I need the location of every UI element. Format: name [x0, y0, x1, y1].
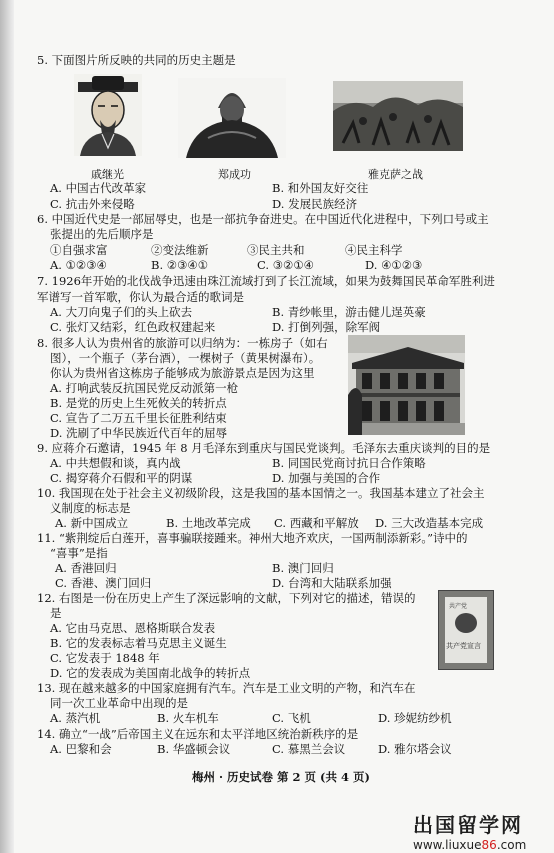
q8-stem-line2: 图），一个瓶子（茅台酒），一棵树子（黄果树瀑布）。 — [50, 351, 321, 365]
watermark-url-num: 86 — [481, 838, 497, 852]
q14-option-d[interactable]: D. 雅尔塔会议 — [378, 742, 452, 756]
q8-option-d[interactable]: D. 洗刷了中华民族近代百年的屈辱 — [50, 426, 228, 440]
q12-stem-line1: 12. 右图是一份在历史上产生了深远影响的文献，下列对它的描述，错误的 — [37, 591, 416, 605]
q13-option-d[interactable]: D. 珍妮纺纱机 — [378, 711, 452, 725]
q5-option-d[interactable]: D. 发展民族经济 — [272, 197, 358, 211]
q10-option-d[interactable]: D. 三大改造基本完成 — [375, 516, 484, 530]
q8-stem-line3: 你认为贵州省这栋房子能够成为旅游景点是因为这里 — [50, 366, 315, 380]
q11-option-b[interactable]: B. 澳门回归 — [272, 561, 334, 575]
q13-stem-line1: 13. 现在越来越多的中国家庭拥有汽车。汽车是工业文明的产物，和汽车在 — [37, 681, 416, 695]
site-watermark — [413, 809, 526, 852]
caption-qi-jiguang: 戚继光 — [91, 168, 124, 181]
q7-option-b[interactable]: B. 青纱帐里，游击健儿逞英豪 — [272, 305, 426, 319]
q5-option-b[interactable]: B. 和外国友好交往 — [272, 181, 369, 195]
q9-option-b[interactable]: B. 同国民党商讨抗日合作策略 — [272, 456, 426, 470]
scan-edge-shadow — [0, 0, 14, 853]
battle-yaksa-painting-icon — [333, 81, 463, 151]
q7-stem-line2: 军谱写一首军歌，你认为最合适的歌词是 — [37, 290, 244, 304]
q9-stem: 9. 应蒋介石邀请，1945 年 8 月毛泽东到重庆与国民党谈判。毛泽东去重庆谈判的目的是 — [37, 441, 491, 455]
q13-option-a[interactable]: A. 蒸汽机 — [50, 711, 101, 725]
q5-option-c[interactable]: C. 抗击外来侵略 — [50, 197, 135, 211]
q6-stem-line2: 张提出的先后顺序是 — [50, 227, 154, 241]
q10-option-c[interactable]: C. 西藏和平解放 — [274, 516, 359, 530]
q6-option-d[interactable]: D. ④①②③ — [365, 258, 423, 272]
q9-option-d[interactable]: D. 加强与美国的合作 — [272, 471, 381, 485]
q12-option-a[interactable]: A. 它由马克思、恩格斯联合发表 — [50, 621, 216, 635]
q14-stem: 14. 确立“一战”后帝国主义在远东和太平洋地区统治新秩序的是 — [37, 727, 359, 741]
q5-stem: 5. 下面图片所反映的共同的历史主题是 — [37, 53, 236, 67]
book-title-text: 共产党宣言 — [446, 642, 481, 650]
statue-zheng-chenggong-icon — [178, 78, 286, 158]
q10-stem-line2: 义制度的标志是 — [50, 501, 131, 515]
q11-stem-line1: 11. “紫荆绽后白莲开，喜事骗联接踵来。神州大地齐欢庆，一国两制添新彩。”诗中的 — [37, 531, 468, 545]
q6-item-2: ②变法维新 — [151, 243, 209, 257]
q6-item-3: ③民主共和 — [247, 243, 305, 257]
caption-yaksa-battle: 雅克萨之战 — [368, 168, 423, 181]
watermark-url[interactable] — [413, 838, 526, 852]
q14-option-b[interactable]: B. 华盛顿会议 — [157, 742, 231, 756]
watermark-url-post: .com — [496, 838, 527, 852]
q12-option-b[interactable]: B. 它的发表标志着马克思主义诞生 — [50, 636, 227, 650]
q13-option-b[interactable]: B. 火车机车 — [157, 711, 219, 725]
q11-option-c[interactable]: C. 香港、澳门回归 — [55, 576, 152, 590]
q6-option-c[interactable]: C. ③②①④ — [257, 258, 314, 272]
q12-stem-line2: 是 — [50, 606, 62, 620]
q8-option-a[interactable]: A. 打响武装反抗国民党反动派第一枪 — [50, 381, 239, 395]
watermark-title: 出国留学网 — [413, 813, 523, 837]
q10-option-a[interactable]: A. 新中国成立 — [55, 516, 129, 530]
q11-stem-line2: “喜事”是指 — [50, 546, 108, 560]
q9-option-c[interactable]: C. 揭穿蒋介石假和平的阴谋 — [50, 471, 193, 485]
q14-option-c[interactable]: C. 慕黑兰会议 — [272, 742, 346, 756]
q12-option-d[interactable]: D. 它的发表成为美国南北战争的转折点 — [50, 666, 251, 680]
q8-option-c[interactable]: C. 宣告了二万五千里长征胜利结束 — [50, 411, 227, 425]
q14-option-a[interactable]: A. 巴黎和会 — [50, 742, 112, 756]
q7-stem-line1: 7. 1926年开始的北伐战争迅速由珠江流域打到了长江流域，如果为鼓舞国民革命军胜利进 — [37, 274, 495, 288]
q13-option-c[interactable]: C. 飞机 — [272, 711, 311, 725]
caption-zheng-chenggong: 郑成功 — [218, 168, 251, 181]
book-emblem-icon — [455, 613, 477, 633]
q10-option-b[interactable]: B. 土地改革完成 — [166, 516, 251, 530]
q5-option-a[interactable]: A. 中国古代改革家 — [50, 181, 147, 195]
q13-stem-line2: 同一次工业革命中出现的是 — [50, 696, 188, 710]
q7-option-d[interactable]: D. 打倒列强，除军阀 — [272, 320, 381, 334]
q6-item-4: ④民主科学 — [345, 243, 403, 257]
q8-stem-line1: 8. 很多人认为贵州省的旅游可以归纳为：一栋房子（如右 — [37, 336, 328, 350]
watermark-url-pre: www.liuxue — [413, 838, 482, 852]
q6-stem-line1: 6. 中国近代史是一部屈辱史，也是一部抗争奋进史。在中国近代化进程中，下列口号或主 — [37, 212, 489, 226]
q11-option-d[interactable]: D. 台湾和大陆联系加强 — [272, 576, 392, 590]
q11-option-a[interactable]: A. 香港回归 — [55, 561, 117, 575]
book-top-text: 共产党 — [449, 603, 468, 610]
communist-manifesto-book-cover-icon — [438, 590, 494, 670]
q6-option-a[interactable]: A. ①②③④ — [50, 258, 107, 272]
q10-stem-line1: 10. 我国现在处于社会主义初级阶段，这是我国的基本国情之一。我国基本建立了社会主 — [37, 486, 485, 500]
q9-option-a[interactable]: A. 中共想假和谈，真内战 — [50, 456, 181, 470]
q6-option-b[interactable]: B. ②③④① — [151, 258, 209, 272]
q8-option-b[interactable]: B. 是党的历史上生死攸关的转折点 — [50, 396, 227, 410]
q7-option-a[interactable]: A. 大刀向鬼子们的头上砍去 — [50, 305, 193, 319]
portrait-qi-jiguang-icon — [74, 74, 142, 156]
zunyi-meeting-site-building-icon — [348, 335, 465, 435]
q12-option-c[interactable]: C. 它发表于 1848 年 — [50, 651, 160, 665]
page-footer: 梅州 · 历史试卷 第 2 页 (共 4 页) — [192, 770, 370, 784]
q6-item-1: ①自强求富 — [50, 243, 108, 257]
q7-option-c[interactable]: C. 张灯又结彩，红色政权建起来 — [50, 320, 216, 334]
